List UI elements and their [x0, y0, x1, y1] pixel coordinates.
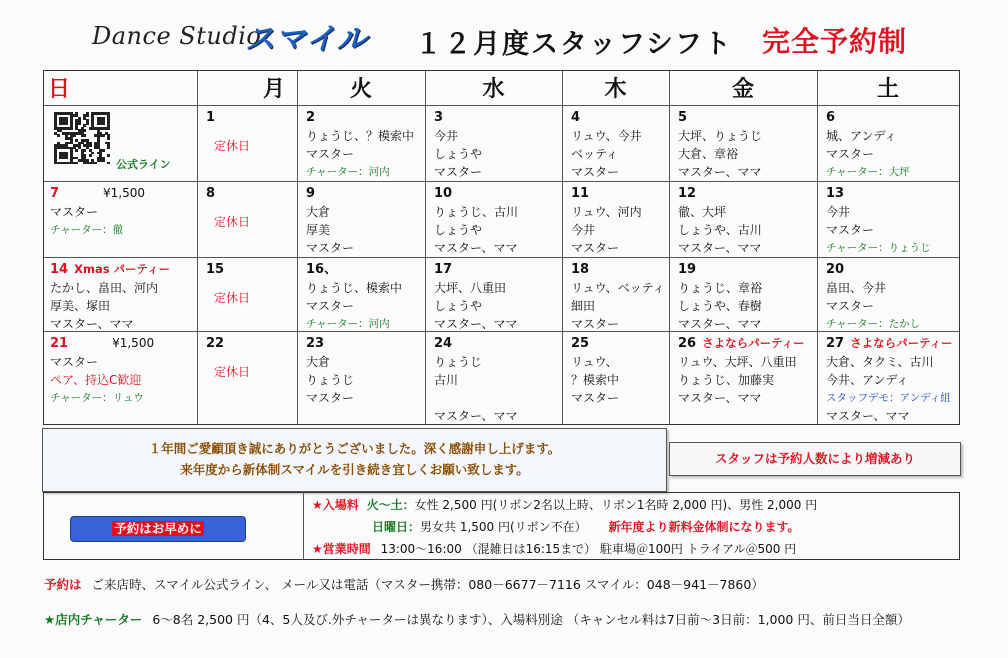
day-cell-sun-3	[50, 260, 170, 333]
day-cell-sat-1	[826, 108, 910, 181]
charter-label: チャーター：大坪	[826, 166, 910, 178]
thanks-line-1: １年間ご愛顧頂き誠にありがとうございました。深く感謝申し上げます。	[148, 441, 561, 456]
day-cell-mon-1	[206, 108, 250, 155]
day-cell-tue-4	[306, 334, 354, 407]
staff-line: 今井	[571, 223, 596, 237]
sunday-fee-row: 日曜日：男女共 1,500 円(リボン不在） 新年度より新料金体制になります。	[372, 520, 800, 534]
day-number: 19	[678, 262, 697, 277]
charter-label: チャーター：河内	[306, 318, 390, 330]
staff-line: 細田	[571, 299, 596, 313]
staff-line	[434, 389, 518, 407]
staff-line: マスター	[571, 391, 620, 405]
day-cell-fri-3	[678, 260, 762, 333]
staff-line: マスター、ママ	[678, 317, 762, 331]
day-cell-thu-2	[571, 184, 642, 257]
staff-line: マスター	[306, 391, 355, 405]
sunday-fee: ¥1,500	[112, 336, 155, 350]
day-cell-wed-4	[434, 334, 518, 425]
day-number: 21	[50, 336, 69, 351]
staff-line: 今井	[434, 129, 459, 143]
staff-line: マスター、ママ	[678, 391, 762, 405]
staff-line: 畠田、今井	[826, 281, 887, 295]
staff-line: マスター	[826, 223, 875, 237]
day-number: 25	[571, 336, 590, 351]
day-number: 2	[306, 110, 316, 125]
staff-line: マスター	[571, 317, 620, 331]
staff-line: リュウ、河内	[571, 205, 642, 219]
thanks-message	[42, 428, 667, 492]
day-cell-mon-2	[206, 184, 250, 231]
staff-line: 厚美	[306, 223, 331, 237]
staff-line: りょうじ	[434, 355, 483, 369]
day-header-sat: 土	[876, 77, 899, 102]
day-cell-thu-1	[571, 108, 642, 181]
charter-label: チャーター：徹	[50, 224, 124, 236]
staff-line: マスター	[826, 299, 875, 313]
day-number: 1	[206, 110, 216, 125]
day-cell-mon-3	[206, 260, 250, 307]
staff-line: りょうじ、章裕	[678, 281, 763, 295]
charter-info: ★店内チャーター 6～8名 2,500 円（4、5人及び.外チャーターは異なります）、入場料別途 （キャンセル料は7日前～3日前：1,000 円、前日当日全額）	[44, 612, 910, 627]
day-header-thu: 木	[604, 77, 627, 102]
staff-line: マスター	[50, 355, 99, 369]
thanks-line-2: 来年度から新体制スマイルを引き続き宜しくお願い致します。	[180, 462, 529, 477]
staff-line: マスター、ママ	[826, 409, 910, 423]
staff-line: マスター、ママ	[434, 317, 518, 331]
day-cell-wed-2	[434, 184, 518, 257]
day-cell-fri-1	[678, 108, 762, 181]
staff-line: りょうじ	[306, 373, 355, 387]
day-number: 18	[571, 262, 590, 277]
book-early-button[interactable]: 予約はお早めに	[70, 516, 246, 542]
day-cell-sat-4	[826, 334, 953, 425]
staff-line: リュウ、ベッティ	[571, 281, 665, 295]
studio-logo-script: Dance Studio	[92, 22, 262, 50]
staff-line: 今井	[826, 205, 851, 219]
day-number: 11	[571, 186, 590, 201]
day-number: 15	[206, 262, 225, 277]
staff-line: マスター、ママ	[678, 241, 762, 255]
staff-line: りょうじ、模索中	[306, 281, 403, 295]
day-cell-tue-1	[306, 108, 414, 181]
day-number: 10	[434, 186, 453, 201]
day-number: 24	[434, 336, 453, 351]
staff-line: しょうや	[434, 223, 483, 237]
page-title: １２月度スタッフシフト	[415, 29, 733, 60]
day-header-mon: 月	[262, 77, 285, 102]
staff-line: マスター	[434, 165, 483, 179]
qr-code[interactable]	[54, 112, 110, 164]
staff-note: スタッフは予約人数により増減あり	[669, 442, 961, 476]
day-header-wed: 水	[482, 77, 505, 102]
staff-line: マスター	[306, 241, 355, 255]
staff-demo: スタッフデモ：アンディ組	[826, 392, 951, 404]
staff-line: 今井、アンディ	[826, 373, 909, 387]
staff-line: りょうじ、古川	[434, 205, 519, 219]
staff-line: 城、アンディ	[826, 129, 897, 143]
day-cell-thu-3	[571, 260, 665, 333]
staff-line: マスター、ママ	[678, 165, 762, 179]
charter-label: チャーター：リュウ	[50, 392, 144, 404]
qr-label: 公式ライン	[116, 158, 171, 171]
reservation-title: 完全予約制	[762, 25, 908, 58]
day-number: 22	[206, 336, 225, 351]
staff-line: 徹、大坪	[678, 205, 727, 219]
day-header-fri: 金	[731, 77, 754, 102]
staff-line: 大倉	[306, 205, 331, 219]
day-number: 12	[678, 186, 697, 201]
day-cell-sat-3	[826, 260, 920, 333]
staff-line: 厚美、塚田	[50, 299, 111, 313]
staff-line: 大倉、章裕	[678, 147, 739, 161]
day-number: 6	[826, 110, 836, 125]
staff-line: マスター、ママ	[50, 317, 134, 331]
staff-line: 大倉、タクミ、古川	[826, 355, 934, 369]
day-number: 9	[306, 186, 316, 201]
staff-line: 大坪、りょうじ	[678, 129, 763, 143]
staff-line: マスター	[306, 299, 355, 313]
staff-line: リュウ、今井	[571, 129, 642, 143]
day-cell-tue-2	[306, 184, 354, 257]
event-label: Xmas パーティー	[74, 262, 171, 276]
day-number: 7	[50, 186, 60, 201]
staff-line: ？模索中	[571, 373, 620, 387]
closed-label: 定休日	[214, 365, 251, 379]
day-number: 13	[826, 186, 845, 201]
staff-line: しょうや、古川	[678, 223, 762, 237]
cell-note: ペア、持込C歓迎	[50, 373, 142, 387]
day-header-tue: 火	[349, 77, 372, 102]
day-number: 26	[678, 336, 697, 351]
staff-line: マスター、ママ	[434, 409, 518, 423]
staff-line: ベッティ	[571, 147, 619, 161]
day-cell-fri-2	[678, 184, 762, 257]
event-label: さよならパーティー	[702, 336, 805, 350]
reservation-info: 予約は ご来店時、スマイル公式ライン、 メール又は電話（マスター携帯：080－6677－7116 スマイル：048－941－7860）	[44, 577, 764, 592]
day-number: 3	[434, 110, 444, 125]
day-number: 16、	[306, 262, 338, 277]
day-cell-sun-4	[50, 334, 154, 407]
day-cell-wed-3	[434, 260, 518, 333]
closed-label: 定休日	[214, 215, 251, 229]
staff-line: たかし、畠田、河内	[50, 281, 159, 295]
day-cell-mon-4	[206, 334, 250, 381]
staff-line: りょうじ、？模索中	[306, 129, 415, 143]
charter-label: チャーター：たかし	[826, 318, 921, 330]
staff-line: 古川	[434, 373, 459, 387]
studio-logo-brand: スマイル	[245, 22, 368, 57]
charter-label: チャーター：りょうじ	[826, 242, 931, 254]
sunday-fee: ¥1,500	[103, 186, 146, 200]
staff-line: マスター	[826, 147, 875, 161]
staff-line: リュウ、大坪、八重田	[678, 355, 797, 369]
closed-label: 定休日	[214, 139, 251, 153]
day-number: 4	[571, 110, 581, 125]
day-cell-wed-1	[434, 108, 482, 181]
day-number: 8	[206, 186, 216, 201]
day-cell-sun-2	[50, 184, 145, 239]
admission-row: ★入場料 火～土：女性 2,500 円(リボン2名以上時、リボン1名時 2,000 円)、男性 2,000 円	[312, 498, 818, 512]
day-header-sun: 日	[48, 77, 71, 102]
day-cell-fri-4	[678, 334, 805, 407]
day-cell-sat-2	[826, 184, 931, 257]
charter-label: チャーター：河内	[306, 166, 390, 178]
day-number: 27	[826, 336, 845, 351]
hours-row: ★営業時間 13:00～16:00 （混雑日は16:15まで） 駐車場＠100円 トライアル＠500 円	[312, 542, 797, 556]
staff-line: 大倉	[306, 355, 331, 369]
staff-line: リュウ、	[571, 355, 618, 369]
day-cell-thu-4	[571, 334, 619, 407]
staff-line: しょうや	[434, 299, 483, 313]
day-number: 14	[50, 262, 69, 277]
staff-line: マスター	[571, 241, 620, 255]
closed-label: 定休日	[214, 291, 251, 305]
day-number: 23	[306, 336, 325, 351]
event-label: さよならパーティー	[850, 336, 953, 350]
staff-line: マスター、ママ	[434, 241, 518, 255]
staff-line: マスター	[50, 205, 99, 219]
day-number: 5	[678, 110, 688, 125]
staff-line: しょうや、春樹	[678, 299, 762, 313]
staff-line: 大坪、八重田	[434, 281, 507, 295]
staff-line: りょうじ、加藤実	[678, 373, 775, 387]
staff-line: マスター	[306, 147, 355, 161]
day-number: 20	[826, 262, 845, 277]
day-number: 17	[434, 262, 453, 277]
day-cell-tue-3	[306, 260, 402, 333]
staff-line: しょうや	[434, 147, 483, 161]
staff-line: マスター	[571, 165, 620, 179]
